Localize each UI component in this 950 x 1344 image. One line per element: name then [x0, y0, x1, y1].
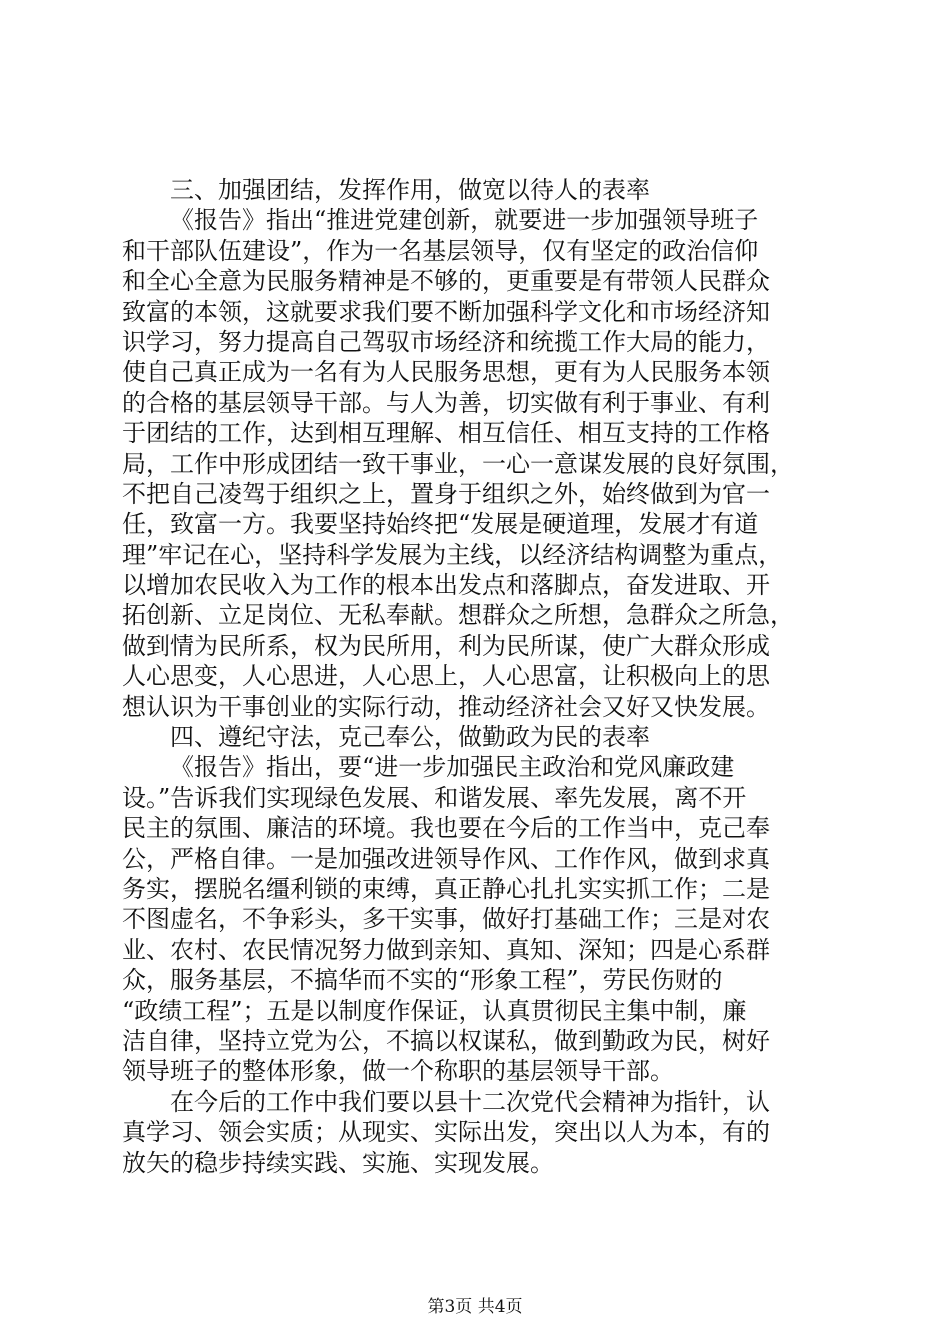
text-line: 人心思变，人心思进，人心思上，人心思富，让积极向上的思: [122, 662, 770, 691]
document-body: [122, 175, 842, 1178]
text-line: 洁自律，坚持立党为公，不搞以权谋私，做到勤政为民，树好: [122, 1026, 770, 1055]
text-line: 四、遵纪守法，克己奉公，做勤政为民的表率: [170, 723, 650, 752]
text-line: 《报告》指出“推进党建创新，就要进一步加强领导班子: [170, 206, 759, 235]
text-line: 不图虚名，不争彩头，多干实事，做好打基础工作；三是对农: [122, 905, 770, 934]
text-line: 理”牢记在心，坚持科学发展为主线，以经济结构调整为重点，: [122, 540, 783, 569]
text-line: 在今后的工作中我们要以县十二次党代会精神为指针，认: [170, 1087, 770, 1116]
text-line: 拓创新、立足岗位、无私奉献。想群众之所想，急群众之所急，: [122, 601, 794, 630]
text-line: 放矢的稳步持续实践、实施、实现发展。: [122, 1148, 554, 1177]
text-line: “政绩工程”；五是以制度作保证，认真贯彻民主集中制，廉: [122, 996, 747, 1025]
text-line: 领导班子的整体形象，做一个称职的基层领导干部。: [122, 1057, 674, 1086]
text-line: 和干部队伍建设”，作为一名基层领导，仅有坚定的政治信仰: [122, 236, 759, 265]
text-line: 真学习、领会实质；从现实、实际出发，突出以人为本，有的: [122, 1118, 770, 1147]
text-line: 公，严格自律。一是加强改进领导作风、工作作风，做到求真: [122, 844, 770, 873]
text-line: 三、加强团结，发挥作用，做宽以待人的表率: [170, 176, 650, 204]
text-line: 《报告》指出，要“进一步加强民主政治和党风廉政建: [170, 753, 735, 782]
text-line: 务实，摆脱名缰利锁的束缚，真正静心扎扎实实抓工作；二是: [122, 874, 770, 903]
text-line: 致富的本领，这就要求我们要不断加强科学文化和市场经济知: [122, 297, 770, 326]
text-line: 局，工作中形成团结一致干事业，一心一意谋发展的良好氛围，: [122, 449, 794, 478]
text-line: 于团结的工作，达到相互理解、相互信任、相互支持的工作格: [122, 419, 770, 448]
text-line: 的合格的基层领导干部。与人为善，切实做有利于事业、有利: [122, 388, 770, 417]
text-line: 不把自己凌驾于组织之上，置身于组织之外，始终做到为官一: [122, 479, 770, 508]
text-line: 以增加农民收入为工作的根本出发点和落脚点，奋发进取、开: [122, 571, 770, 600]
text-line: 民主的氛围、廉洁的环境。我也要在今后的工作当中，克己奉: [122, 814, 770, 843]
text-line: 任，致富一方。我要坚持始终把“发展是硬道理，发展才有道: [122, 510, 759, 539]
text-line: 使自己真正成为一名有为人民服务思想，更有为人民服务本领: [122, 358, 770, 387]
text-line: 想认识为干事创业的实际行动，推动经济社会又好又快发展。: [122, 692, 770, 721]
text-line: 识学习，努力提高自己驾驭市场经济和统揽工作大局的能力，: [122, 327, 770, 356]
text-line: 设。”告诉我们实现绿色发展、和谐发展、率先发展，离不开: [122, 783, 747, 812]
text-line: 和全心全意为民服务精神是不够的，更重要是有带领人民群众: [122, 267, 770, 296]
text-line: 众，服务基层，不搞华而不实的“形象工程”，劳民伤财的: [122, 966, 723, 995]
text-line: 业、农村、农民情况努力做到亲知、真知、深知；四是心系群: [122, 935, 770, 964]
page-footer: 第3页 共4页: [427, 1297, 523, 1317]
text-line: 做到情为民所系，权为民所用，利为民所谋，使广大群众形成: [122, 631, 770, 660]
